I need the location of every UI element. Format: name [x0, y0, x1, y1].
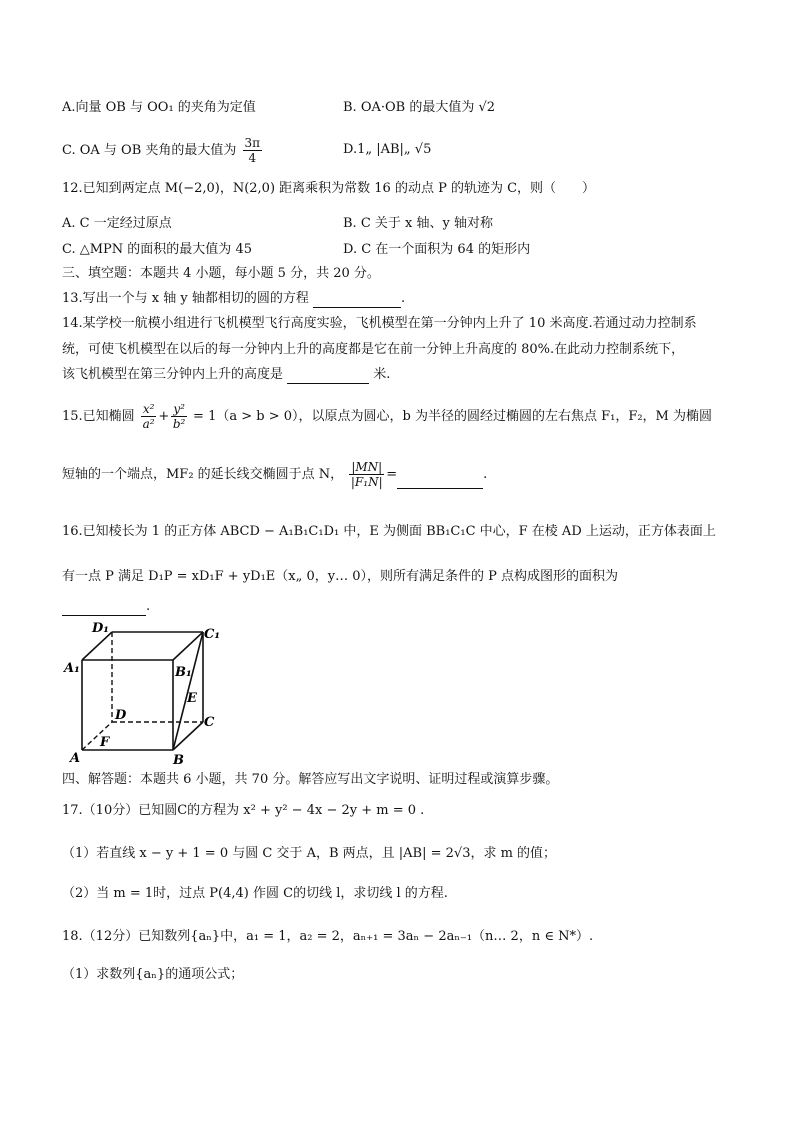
label-c: C [204, 715, 215, 730]
q18-part-1: （1）求数列{aₙ}的通项公式； [62, 967, 244, 982]
q11-option-c-fraction [243, 136, 263, 165]
q11-option-b: B. OA·OB 的最大值为 √2 [343, 100, 496, 115]
q14-line-1: 14.某学校一航模小组进行飞机模型飞行高度实验，飞机模型在第一分钟内上升了 10 米高度.若通过动力控制系 [62, 316, 697, 331]
q18-stem: 18.（12分）已知数列{aₙ}中，a₁ = 1，a₂ = 2，aₙ₊₁ = 3aₙ − 2aₙ₋₁（n… 2，n ∈ N*）. [62, 929, 594, 944]
label-f: F [100, 735, 110, 750]
fraction-denominator: 4 [248, 151, 257, 165]
q15-line-2: 短轴的一个端点，MF₂ 的延长线交椭圆于点 N， $\frac{|MN|}{\text{|F₁N|}}$ = . [62, 460, 488, 489]
q15-fraction-y [171, 402, 187, 431]
q15-fraction-x [141, 402, 157, 431]
q16-line-2: 有一点 P 满足 D₁P = xD₁F + yD₁E（x„ 0，y… 0），则所有满足条件的 P 点构成图形的面积为 [62, 569, 619, 584]
q14-unit: 米. [373, 367, 391, 382]
q12-option-a: A. C 一定经过原点 [62, 216, 172, 231]
label-e: E [187, 691, 197, 706]
q15-ratio-fraction [349, 460, 384, 489]
q15-line-2-text: 短轴的一个端点，MF₂ 的延长线交椭圆于点 N， [62, 467, 344, 482]
q13-text: 13.写出一个与 x 轴 y 轴都相切的圆的方程 [62, 291, 309, 306]
q14-line-3-text: 该飞机模型在第三分钟内上升的高度是 [62, 367, 284, 382]
q16-answer-line: . [62, 598, 150, 616]
label-a1: A₁ [64, 661, 80, 676]
q11-option-a: A.向量 OB 与 OO₁ 的夹角为定值 [62, 100, 256, 115]
q17-part-2: （2）当 m = 1时，过点 P(4,4) 作圆 C的切线 l，求切线 l 的方程. [62, 886, 448, 901]
edge-b1-c1 [173, 632, 203, 660]
fraction-numerator: |MN| [351, 460, 383, 474]
fraction-numerator: x² [142, 402, 155, 416]
fraction-denominator: a² [142, 417, 155, 431]
q16-answer-blank [62, 601, 146, 616]
q14-line-2: 统，可使飞机模型在以后的每一分钟内上升的高度都是它在前一分钟上升高度的 80%.在此动力控制系统下， [62, 342, 685, 357]
label-a: A [70, 751, 81, 766]
section-3-heading: 三、填空题：本题共 4 小题，每小题 5 分，共 20 分。 [62, 266, 380, 281]
edge-a1-d1 [82, 632, 112, 660]
q11-option-c [62, 136, 264, 165]
q12-option-b: B. C 关于 x 轴、y 轴对称 [343, 216, 493, 231]
q11-option-d: D.1„ |AB|„ √5 [343, 142, 432, 157]
q12-option-d: D. C 在一个面积为 64 的矩形内 [343, 242, 531, 257]
q14-answer-blank [287, 369, 369, 384]
q14-line-3 [62, 366, 390, 384]
fraction-numerator: y² [173, 402, 185, 416]
section-4-heading: 四、解答题：本题共 6 小题，共 70 分。解答应写出文字说明、证明过程或演算步骤。 [62, 772, 559, 787]
label-d1: D₁ [92, 621, 109, 636]
fraction-denominator: |F₁N| [350, 475, 383, 489]
q13: 13.写出一个与 x 轴 y 轴都相切的圆的方程 . [62, 291, 406, 306]
edge-b-c [173, 722, 203, 750]
q17-part-1: （1）若直线 x − y + 1 = 0 与圆 C 交于 A，B 两点，且 |AB| = 2√3，求 m 的值； [62, 846, 557, 861]
q15-prefix: 15.已知椭圆 [62, 409, 135, 424]
q11-option-c-text: C. OA 与 OB 夹角的最大值为 [62, 143, 237, 158]
q15-rest: = 1（a > b > 0），以原点为圆心，b 为半径的圆经过椭圆的左右焦点 F₁，F₂，M 为椭圆 [193, 409, 712, 424]
q15-answer-blank [397, 474, 483, 489]
label-b1: B₁ [175, 665, 192, 680]
cube-figure [60, 618, 230, 766]
label-d: D [115, 708, 127, 723]
q12-option-c: C. △MPN 的面积的最大值为 45 [62, 242, 252, 257]
fraction-denominator: b² [172, 417, 186, 431]
q17-stem: 17.（10分）已知圆C的方程为 x² + y² − 4x − 2y + m = 0 . [62, 803, 425, 818]
label-b: B [173, 753, 184, 766]
q13-answer-blank [313, 293, 401, 308]
q16-line-1: 16.已知棱长为 1 的正方体 ABCD − A₁B₁C₁D₁ 中，E 为侧面 BB₁C₁C 中心，F 在棱 AD 上运动，正方体表面上 [62, 524, 716, 539]
fraction-numerator: 3π [244, 136, 261, 150]
q15-line-1: 15.已知椭圆 $\frac{\text{x²}}{\text{a²}}$ + $\frac{\text{y²}}{\text{b²}}$ = 1（a > b > 0），以原点为圆心，b 为半径的圆经过椭圆的左右焦点 F₁，F₂，M 为椭圆 [62, 402, 712, 431]
q12-stem: 12.已知到两定点 M(−2,0)，N(2,0) 距离乘积为常数 16 的动点 P 的轨迹为 C，则（ ） [62, 181, 596, 196]
label-c1: C₁ [204, 627, 221, 642]
